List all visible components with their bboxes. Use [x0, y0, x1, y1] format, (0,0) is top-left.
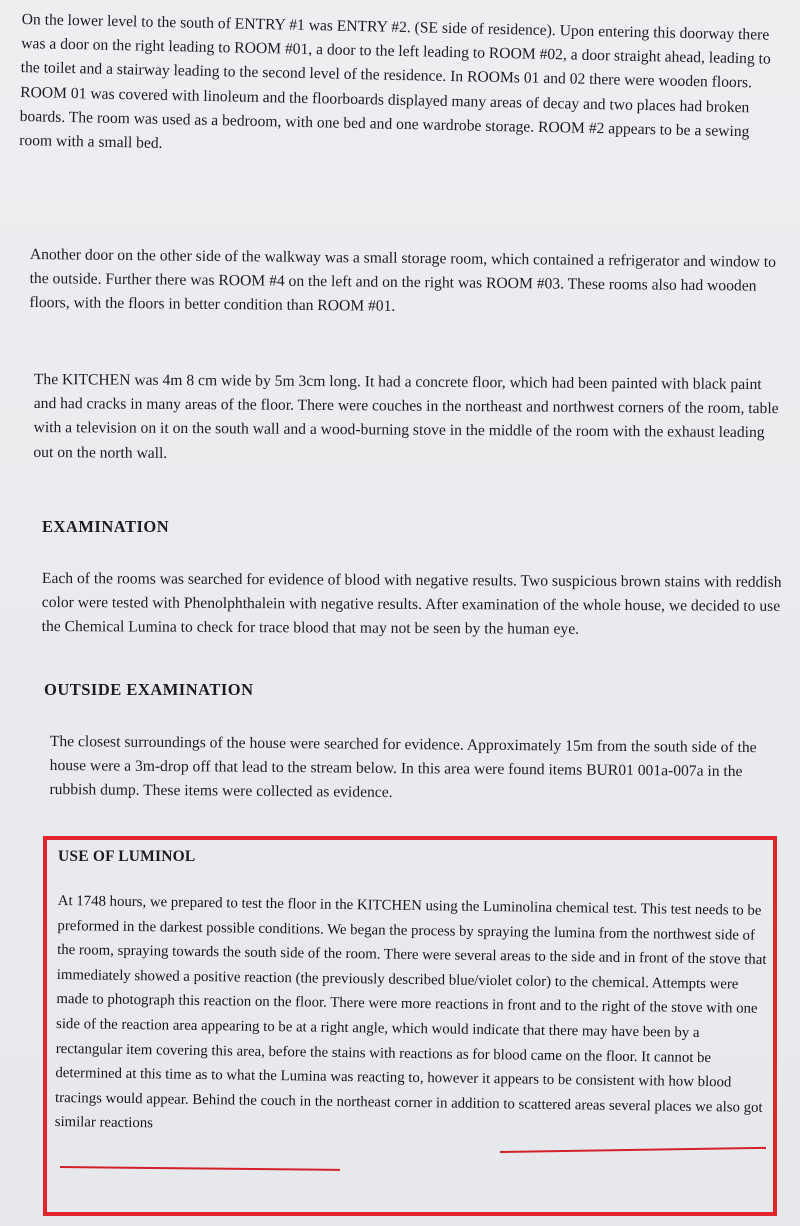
- heading-use-of-luminol: USE OF LUMINOL: [58, 848, 196, 865]
- paragraph-luminol: At 1748 hours, we prepared to test the floor in the KITCHEN using the Luminolina chemical test. This test needs to be preformed in the darkest possible conditions. We began the process by spraying the lumina from the northwest side of the room, spraying towards the south side of the room. There were several areas to the side and in front of the stove that immediately showed a positive reaction (the previously described blue/violet color) to the chemical. Attempts were made to photograph this reaction on the floor. There were more reactions in front and to the right of the stove with one side of the reaction area appearing to be at a right angle, which would indicate that there may have been by a rectangular item covering this area, before the stains with reactions as for blood came on the floor. It cannot be determined at this time as to what the Lumina was reacting to, however it appears to be consistent with how blood tracings would appear. Behind the couch in the northeast corner in addition to scattered areas several places we also got similar reactions: [54, 892, 767, 1132]
- paragraph-examination: Each of the rooms was searched for evidence of blood with negative results. Two suspicious brown stains with reddish color were tested with Phenolphthalein with negative results. After examination of the whole house, we decided to use the Chemical Lumina to check for trace blood that may not be seen by the human eye.: [41, 569, 782, 639]
- paragraph-outside-examination: The closest surroundings of the house were searched for evidence. Approximately 15m from the south side of the house were a 3m-drop off that lead to the stream below. In this area were found items BUR01 001a-007a in the rubbish dump. These items were collected as evidence.: [49, 732, 757, 802]
- heading-examination: EXAMINATION: [42, 517, 170, 536]
- paragraph-kitchen: The KITCHEN was 4m 8 cm wide by 5m 3cm long. It had a concrete floor, which had been painted with black paint and had cracks in many areas of the floor. There were couches in the northeast and northwest corners of the room, table with a television on it on the south wall and a wood-burning stove in the middle of the room with the exhaust leading out on the north wall.: [33, 370, 779, 462]
- paragraph-entry-2: On the lower level to the south of ENTRY #1 was ENTRY #2. (SE side of residence). Upon entering this doorway there was a door on the right leading to ROOM #01, a door to the left leading to ROOM #02, a door straight ahead, leading to the toilet and a stairway leading to the second level of the residence. In ROOMs 01 and 02 there were wooden floors. ROOM 01 was covered with linoleum and the floorboards displayed many areas of decay and two places had broken boards. The room was used as a bedroom, with one bed and one wardrobe storage. ROOM #2 appears to be a sewing room with a small bed.: [19, 10, 771, 152]
- heading-outside-examination: OUTSIDE EXAMINATION: [44, 680, 254, 699]
- paragraph-storage-room: Another door on the other side of the walkway was a small storage room, which contained a refrigerator and window to the outside. Further there was ROOM #4 on the left and on the right was ROOM #03. These rooms also had wooden floors, with the floors in better condition than ROOM #01.: [29, 245, 777, 316]
